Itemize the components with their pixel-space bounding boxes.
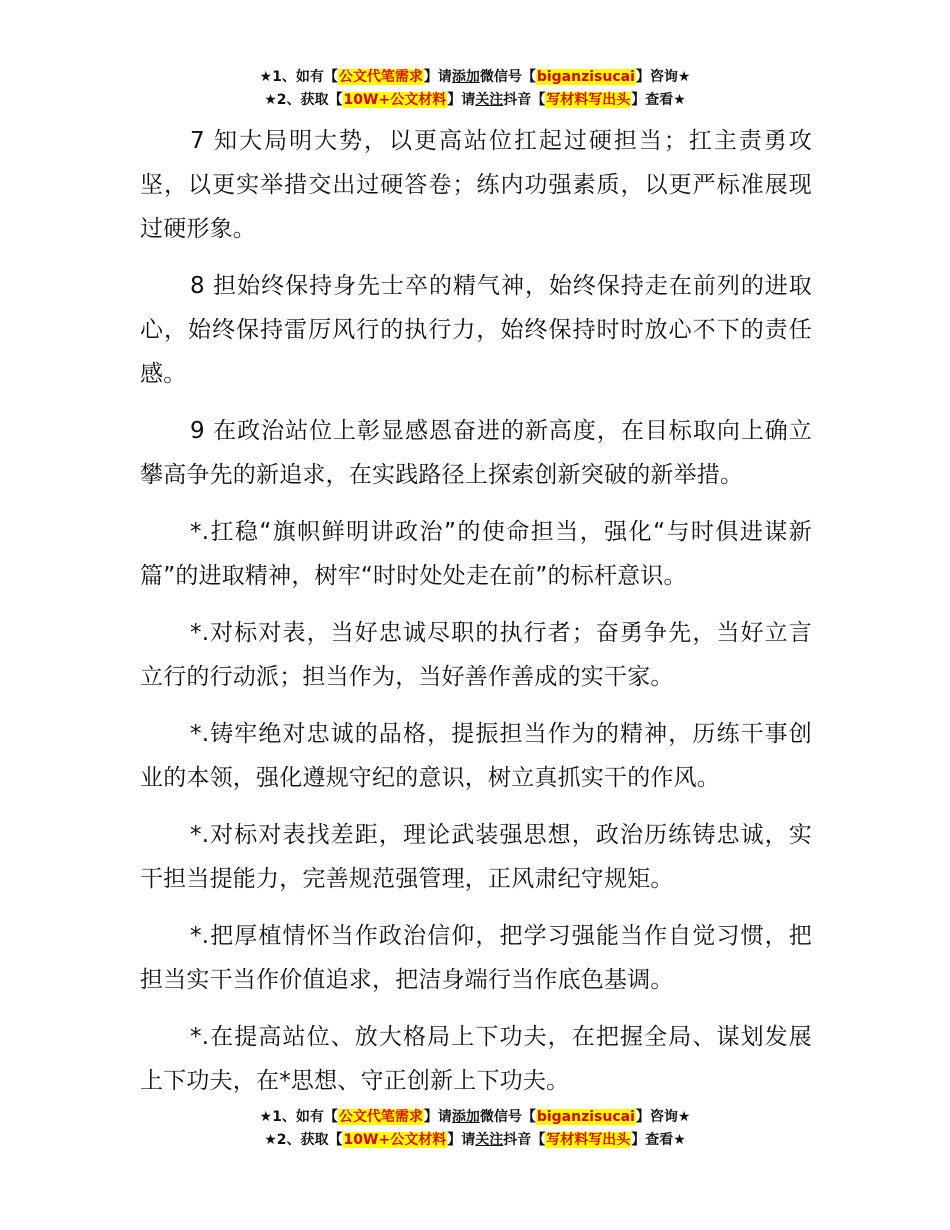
banner-highlight-douyin: 写材料写出头 (546, 92, 631, 108)
banner-text: 抖音【 (503, 92, 546, 108)
paragraph: *.把厚植情怀当作政治信仰，把学习强能当作自觉习惯，把担当实干当作价值追求，把洁身端行当作底色基调。 (140, 923, 812, 993)
paragraph: *.在提高站位、放大格局上下功夫，在把握全局、谋划发展上下功夫，在*思想、守正创新上下功夫。 (140, 1024, 812, 1094)
banner-text: 】查看 (631, 92, 674, 108)
banner-text: 】查看 (631, 1132, 674, 1148)
star-icon: ★ (259, 69, 273, 85)
paragraph: 7 知大局明大势，以更高站位扛起过硬担当；扛主责勇攻坚，以更实举措交出过硬答卷；练内功强素质，以更严标准展现过硬形象。 (140, 128, 812, 242)
star-icon: ★ (673, 92, 686, 108)
banner-text: 】请 (447, 1132, 476, 1148)
banner-text: 2、获取【 (276, 92, 343, 108)
star-icon: ★ (673, 1132, 686, 1148)
banner-highlight-service: 公文代笔需求 (338, 69, 423, 85)
header-banner (0, 66, 950, 112)
banner-text: 微信号【 (479, 1109, 536, 1125)
document-body (140, 119, 812, 1116)
banner-text: 】咨询 (635, 1109, 678, 1125)
banner-text: 】请 (423, 69, 452, 85)
banner-line-1 (0, 1106, 950, 1129)
banner-highlight-wechat-id: biganzisucai (536, 1109, 635, 1125)
banner-highlight-service: 公文代笔需求 (338, 1109, 423, 1125)
banner-highlight-materials: 10W+公文材料 (343, 92, 447, 108)
banner-text: 1、如有【 (272, 69, 338, 85)
paragraph: 8 担始终保持身先士卒的精气神，始终保持走在前列的进取心，始终保持雷厉风行的执行力，始终保持时时放心不下的责任感。 (140, 273, 812, 387)
banner-highlight-wechat-id: biganzisucai (536, 69, 635, 85)
banner-text: 1、如有【 (272, 1109, 338, 1125)
banner-text: 】请 (423, 1109, 452, 1125)
banner-text: 抖音【 (503, 1132, 546, 1148)
paragraph: *.对标对表，当好忠诚尽职的执行者；奋勇争先，当好立言立行的行动派；担当作为，当好善作善成的实干家。 (140, 620, 812, 690)
banner-text: 微信号【 (479, 69, 536, 85)
banner-underline-add: 添加 (451, 1109, 480, 1125)
banner-text: 】咨询 (635, 69, 678, 85)
banner-underline-add: 添加 (451, 69, 480, 85)
star-icon: ★ (264, 92, 277, 108)
banner-highlight-douyin: 写材料写出头 (546, 1132, 631, 1148)
star-icon: ★ (677, 1109, 691, 1125)
paragraph: *.对标对表找差距，理论武装强思想，政治历练铸忠诚，实干担当提能力，完善规范强管理，正风肃纪守规矩。 (140, 822, 812, 892)
banner-line-2 (0, 89, 950, 112)
banner-underline-follow: 关注 (475, 92, 504, 108)
banner-line-1 (0, 66, 950, 89)
paragraph: 9 在政治站位上彰显感恩奋进的新高度，在目标取向上确立攀高争先的新追求，在实践路径上探索创新突破的新举措。 (140, 418, 812, 488)
star-icon: ★ (677, 69, 691, 85)
paragraph: *.铸牢绝对忠诚的品格，提振担当作为的精神，历练干事创业的本领，强化遵规守纪的意识，树立真抓实干的作风。 (140, 721, 812, 791)
banner-underline-follow: 关注 (475, 1132, 504, 1148)
footer-banner (0, 1106, 950, 1152)
banner-text: 2、获取【 (276, 1132, 343, 1148)
paragraph: *.扛稳“旗帜鲜明讲政治”的使命担当，强化“与时俱进谋新篇”的进取精神，树牢“时时处处走在前”的标杆意识。 (140, 519, 812, 589)
banner-text: 】请 (447, 92, 476, 108)
star-icon: ★ (264, 1132, 277, 1148)
star-icon: ★ (259, 1109, 273, 1125)
banner-line-2 (0, 1129, 950, 1152)
banner-highlight-materials: 10W+公文材料 (343, 1132, 447, 1148)
